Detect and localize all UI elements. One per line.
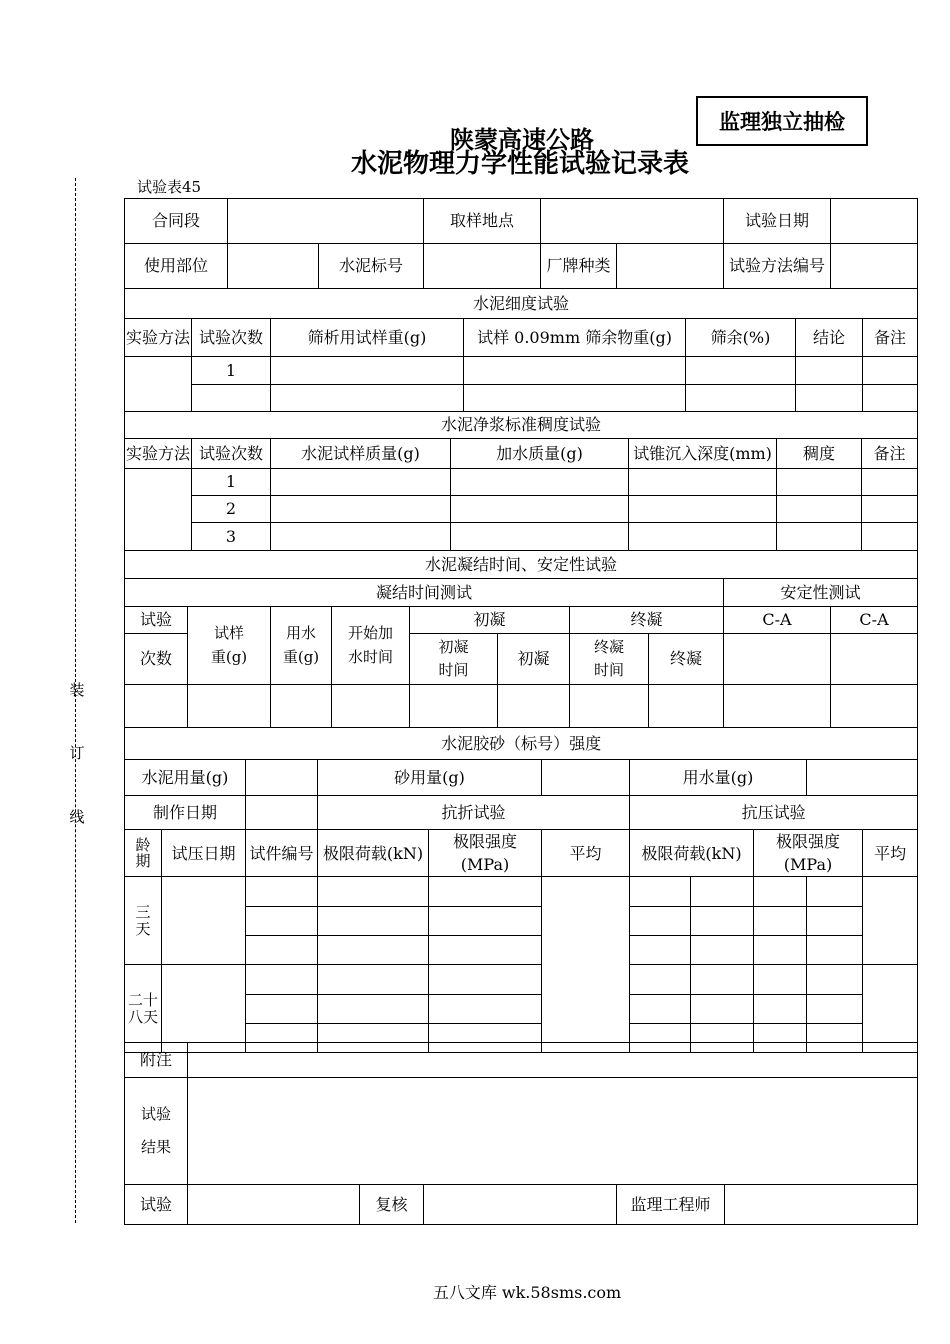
cell[interactable] — [410, 685, 498, 728]
fineness-col-conclusion: 结论 — [796, 319, 863, 357]
cell[interactable] — [498, 685, 570, 728]
cell[interactable] — [863, 385, 918, 412]
make-date-label: 制作日期 — [125, 796, 246, 830]
method-no-field[interactable] — [831, 244, 918, 289]
final-set-header: 终凝 — [570, 607, 724, 634]
col-flex-load: 极限荷载(kN) — [318, 830, 429, 877]
test-date-field[interactable] — [831, 199, 918, 244]
soundness-header: 安定性测试 — [724, 579, 918, 607]
compressive-header: 抗压试验 — [630, 796, 918, 830]
footer-watermark: 五八文库 wk.58sms.com — [432, 1283, 622, 1302]
cell[interactable] — [271, 685, 332, 728]
cell[interactable] — [271, 385, 464, 412]
consistency-col-depth: 试锥沉入深度(mm) — [629, 439, 777, 469]
cell[interactable] — [807, 965, 863, 995]
sampling-site-field[interactable] — [541, 199, 724, 244]
cement-amount-field[interactable] — [246, 760, 318, 796]
cement-grade-label: 水泥标号 — [319, 244, 424, 289]
cell[interactable] — [691, 936, 754, 965]
supervisor-field[interactable] — [725, 1185, 918, 1225]
consistency-col-count: 试验次数 — [192, 439, 271, 469]
cell[interactable] — [630, 995, 691, 1024]
fineness-table — [124, 288, 918, 412]
cell[interactable] — [318, 995, 429, 1024]
cell[interactable] — [630, 877, 691, 907]
supervisor-label: 监理工程师 — [617, 1185, 725, 1225]
project-title: 陕蒙高速公路 — [450, 126, 594, 154]
fineness-title: 水泥细度试验 — [125, 289, 918, 319]
cell[interactable] — [451, 496, 629, 523]
result-field[interactable] — [188, 1078, 918, 1185]
col-comp-strength: 极限强度(MPa) — [754, 830, 863, 877]
cell[interactable] — [271, 496, 451, 523]
cell[interactable] — [807, 995, 863, 1024]
contract-section-field[interactable] — [228, 199, 424, 244]
cell[interactable] — [429, 965, 542, 995]
cell[interactable] — [429, 995, 542, 1024]
consistency-table — [124, 411, 918, 551]
brand-type-field[interactable] — [617, 244, 724, 289]
cell[interactable] — [246, 877, 318, 907]
age-header: 龄 期 — [125, 830, 162, 877]
reviewer-field[interactable] — [424, 1185, 617, 1225]
binding-char: 订 — [69, 744, 85, 762]
cell[interactable] — [188, 685, 271, 728]
cell[interactable] — [796, 357, 863, 385]
cell[interactable] — [691, 877, 754, 907]
flexural-header: 抗折试验 — [318, 796, 630, 830]
cell[interactable] — [862, 496, 918, 523]
sampling-site-label: 取样地点 — [424, 199, 541, 244]
initial-set-header: 初凝 — [410, 607, 570, 634]
binding-line — [75, 178, 76, 1223]
table-row — [192, 385, 271, 412]
consistency-col-water-mass: 加水质量(g) — [451, 439, 629, 469]
contract-section-label: 合同段 — [125, 199, 228, 244]
age-28-days: 二十 八天 — [125, 965, 162, 1053]
cell[interactable] — [570, 685, 649, 728]
cell[interactable] — [686, 385, 796, 412]
sample-weight-header: 试样 重(g) — [188, 607, 271, 685]
cell[interactable] — [691, 995, 754, 1024]
col-flex-average: 平均 — [542, 830, 630, 877]
cell[interactable] — [630, 965, 691, 995]
table-row: 2 — [192, 496, 271, 523]
cell[interactable] — [318, 965, 429, 995]
start-time-header: 开始加 水时间 — [332, 607, 410, 685]
cell[interactable] — [246, 936, 318, 965]
col-specimen-no: 试件编号 — [246, 830, 318, 877]
cell[interactable] — [862, 469, 918, 496]
cell[interactable] — [629, 496, 777, 523]
consistency-col-method: 实验方法 — [125, 439, 192, 469]
setting-table — [124, 550, 918, 728]
final-header: 终凝 — [649, 634, 724, 685]
table-row: 1 — [192, 469, 271, 496]
cell[interactable] — [318, 936, 429, 965]
cell[interactable] — [724, 685, 831, 728]
notes-field[interactable] — [188, 1043, 918, 1078]
mortar-title: 水泥胶砂（标号）强度 — [125, 728, 918, 760]
cell[interactable] — [630, 936, 691, 965]
test-date-cell[interactable] — [162, 965, 246, 1053]
ca-header-1: C-A — [724, 607, 831, 634]
mortar-table — [124, 727, 918, 1053]
sand-amount-field[interactable] — [542, 760, 630, 796]
cell[interactable] — [464, 385, 686, 412]
table-row: 1 — [192, 357, 271, 385]
cell[interactable] — [630, 907, 691, 936]
method-no-label: 试验方法编号 — [724, 244, 831, 289]
cell[interactable] — [464, 357, 686, 385]
cell[interactable] — [649, 685, 724, 728]
header-table — [124, 198, 918, 289]
water-amount-field[interactable] — [807, 760, 918, 796]
cell[interactable] — [862, 523, 918, 551]
form-title: 水泥物理力学性能试验记录表 — [350, 149, 689, 179]
usage-part-label: 使用部位 — [125, 244, 228, 289]
cell[interactable] — [754, 936, 807, 965]
ca-header-2: C-A — [831, 607, 918, 634]
cell[interactable] — [429, 877, 542, 907]
col-flex-strength: 极限强度(MPa) — [429, 830, 542, 877]
cell[interactable] — [754, 907, 807, 936]
reviewer-label: 复核 — [360, 1185, 424, 1225]
consistency-col-sample-mass: 水泥试样质量(g) — [271, 439, 451, 469]
cell[interactable] — [754, 995, 807, 1024]
fineness-col-sample-weight: 筛析用试样重(g) — [271, 319, 464, 357]
cell[interactable] — [777, 469, 862, 496]
result-label: 试验 结果 — [125, 1078, 188, 1185]
cell[interactable] — [691, 907, 754, 936]
fineness-col-remark: 备注 — [863, 319, 918, 357]
cell[interactable] — [451, 469, 629, 496]
fineness-col-residue-weight: 试样 0.09mm 筛余物重(g) — [464, 319, 686, 357]
flex-average-cell[interactable] — [542, 877, 630, 1053]
cell[interactable] — [246, 907, 318, 936]
cell[interactable] — [777, 496, 862, 523]
col-comp-load: 极限荷载(kN) — [630, 830, 754, 877]
fineness-method-field[interactable] — [125, 357, 192, 412]
col-comp-average: 平均 — [863, 830, 918, 877]
test-date-label: 试验日期 — [724, 199, 831, 244]
make-date-field[interactable] — [246, 796, 318, 830]
ca-value-2[interactable] — [831, 634, 918, 685]
usage-part-field[interactable] — [228, 244, 319, 289]
initial-header: 初凝 — [498, 634, 570, 685]
cell[interactable] — [318, 907, 429, 936]
tester-label: 试验 — [125, 1185, 188, 1225]
setting-time-header: 凝结时间测试 — [125, 579, 724, 607]
consistency-col-remark: 备注 — [862, 439, 918, 469]
cell[interactable] — [796, 385, 863, 412]
cell[interactable] — [246, 965, 318, 995]
cell[interactable] — [629, 469, 777, 496]
cell[interactable] — [629, 523, 777, 551]
supervision-stamp: 监理独立抽检 — [696, 96, 868, 146]
water-weight-header: 用水 重(g) — [271, 607, 332, 685]
binding-char: 线 — [69, 808, 85, 826]
cell[interactable] — [754, 965, 807, 995]
notes-label: 附注 — [125, 1043, 188, 1078]
cell[interactable] — [807, 907, 863, 936]
consistency-title: 水泥净浆标准稠度试验 — [125, 412, 918, 439]
water-amount-label: 用水量(g) — [630, 760, 807, 796]
cell[interactable] — [271, 357, 464, 385]
cement-amount-label: 水泥用量(g) — [125, 760, 246, 796]
setting-title: 水泥凝结时间、安定性试验 — [125, 551, 918, 579]
cell[interactable] — [863, 357, 918, 385]
tester-field[interactable] — [188, 1185, 360, 1225]
cell[interactable] — [686, 357, 796, 385]
trial-header: 试验 — [125, 607, 188, 634]
fineness-col-count: 试验次数 — [192, 319, 271, 357]
form-number: 试验表45 — [137, 178, 202, 196]
cell[interactable] — [831, 685, 918, 728]
initial-time-header: 初凝 时间 — [410, 634, 498, 685]
cell[interactable] — [271, 469, 451, 496]
cell[interactable] — [451, 523, 629, 551]
comp-average-cell[interactable] — [863, 965, 918, 1053]
col-test-date: 试压日期 — [162, 830, 246, 877]
cement-grade-field[interactable] — [424, 244, 541, 289]
table-row: 3 — [192, 523, 271, 551]
cell[interactable] — [125, 685, 188, 728]
count-header: 次数 — [125, 634, 188, 685]
fineness-col-residue-pct: 筛余(%) — [686, 319, 796, 357]
footer-table — [124, 1042, 918, 1225]
comp-average-cell[interactable] — [863, 877, 918, 965]
sand-amount-label: 砂用量(g) — [318, 760, 542, 796]
cell[interactable] — [332, 685, 410, 728]
cell[interactable] — [777, 523, 862, 551]
cell[interactable] — [754, 877, 807, 907]
consistency-col-consistency: 稠度 — [777, 439, 862, 469]
cell[interactable] — [429, 907, 542, 936]
ca-value-1[interactable] — [724, 634, 831, 685]
consistency-method-field[interactable] — [125, 469, 192, 551]
final-time-header: 终凝 时间 — [570, 634, 649, 685]
binding-char: 装 — [69, 681, 85, 699]
cell[interactable] — [429, 936, 542, 965]
test-date-cell[interactable] — [162, 877, 246, 965]
cell[interactable] — [318, 877, 429, 907]
cell[interactable] — [807, 936, 863, 965]
fineness-col-method: 实验方法 — [125, 319, 192, 357]
cell[interactable] — [246, 995, 318, 1024]
age-3-days: 三 天 — [125, 877, 162, 965]
brand-type-label: 厂牌种类 — [541, 244, 617, 289]
cell[interactable] — [271, 523, 451, 551]
cell[interactable] — [807, 877, 863, 907]
cell[interactable] — [691, 965, 754, 995]
